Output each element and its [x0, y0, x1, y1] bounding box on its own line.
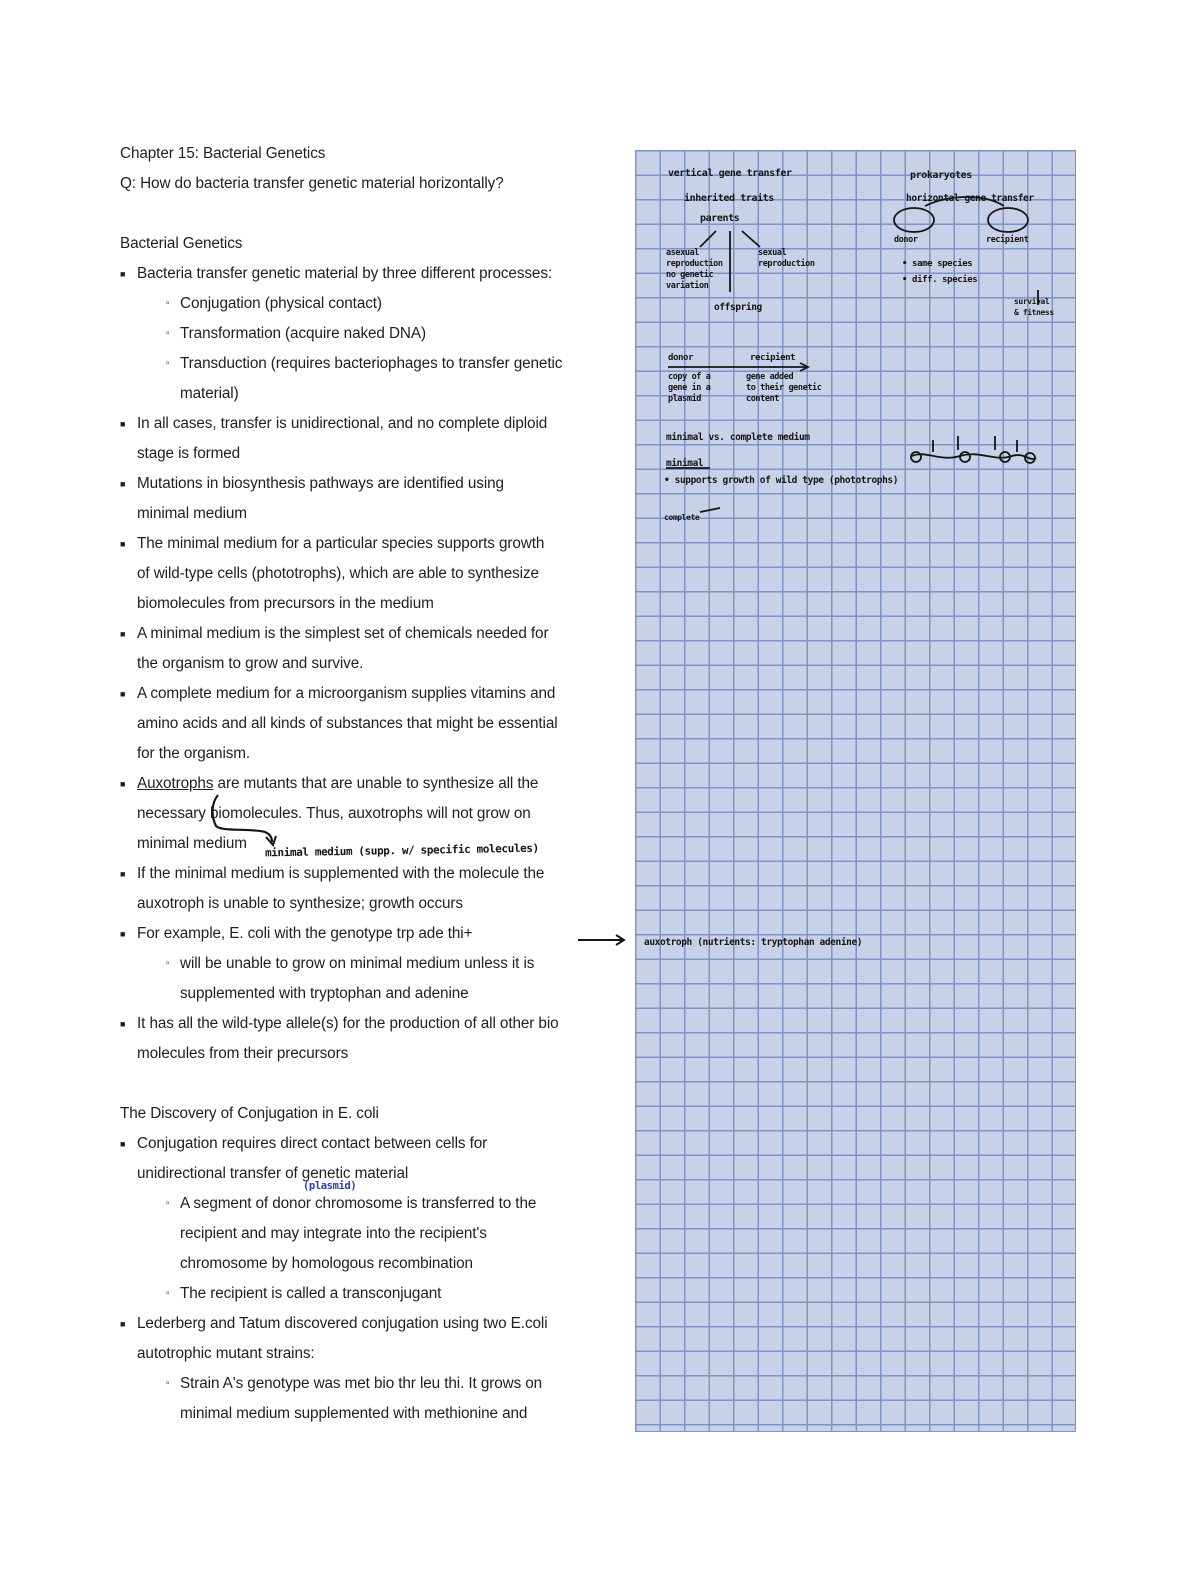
- continuation-line: unidirectional transfer of genetic material: [137, 1165, 409, 1182]
- continuation-line: the organism to grow and survive.: [137, 655, 364, 672]
- hollow-bullet-icon: ▫: [166, 958, 170, 969]
- bullet-icon: ■: [120, 1139, 126, 1149]
- continuation-line: necessary biomolecules. Thus, auxotrophs will not grow on: [137, 805, 531, 822]
- bullet-icon: ■: [120, 689, 126, 699]
- continuation-line: autotrophic mutant strains:: [137, 1345, 315, 1362]
- continuation-line: of wild-type cells (phototrophs), which are able to synthesize: [137, 565, 539, 582]
- continuation-line: minimal medium: [137, 835, 247, 852]
- bullet-icon: ■: [120, 869, 126, 879]
- hw-recipient-detail: gene added to their genetic content: [746, 372, 822, 404]
- continuation-line: minimal medium supplemented with methionine and: [180, 1405, 528, 1422]
- hw-asexual: asexual reproduction no genetic variation: [666, 248, 723, 291]
- hw-prokaryotes: prokaryotes: [910, 170, 972, 181]
- hollow-bullet-icon: ▫: [166, 298, 170, 309]
- hollow-bullet-icon: ▫: [166, 1378, 170, 1389]
- plasmid-note: (plasmid): [303, 1180, 357, 1192]
- hw-donor: donor: [668, 353, 694, 363]
- hw-recipient: recipient: [750, 353, 796, 363]
- hw-offspring: offspring: [714, 302, 762, 313]
- hollow-bullet-icon: ▫: [166, 328, 170, 339]
- hw-minimal: minimal: [666, 458, 704, 469]
- underlined-term: Auxotrophs: [137, 775, 214, 792]
- hw-minimal-vs-complete: minimal vs. complete medium: [666, 432, 810, 443]
- continuation-line: material): [180, 385, 239, 402]
- hw-inherited: inherited traits: [684, 193, 774, 204]
- hw-horizontal: horizontal gene transfer: [906, 193, 1034, 204]
- hw-supports: • supports growth of wild type (phototrophs): [664, 475, 899, 486]
- continuation-line: biomolecules from precursors in the medium: [137, 595, 434, 612]
- bullet-icon: ■: [120, 419, 126, 429]
- continuation-line: supplemented with tryptophan and adenine: [180, 985, 469, 1002]
- bullet-icon: ■: [120, 539, 126, 549]
- hw-recipient-cell: recipient: [986, 235, 1029, 245]
- bullet-icon: ■: [120, 629, 126, 639]
- continuation-line: minimal medium: [137, 505, 247, 522]
- chapter-title: Chapter 15: Bacterial Genetics: [120, 145, 326, 162]
- minimal-medium-note: minimal medium (supp. w/ specific molecules): [264, 841, 539, 860]
- auxotroph-arrow: [700, 508, 720, 512]
- continuation-line: for the organism.: [137, 745, 251, 762]
- bullet-icon: ■: [120, 929, 126, 939]
- bullet-icon: ■: [120, 479, 126, 489]
- hw-survival: survival & fitness: [1014, 297, 1054, 317]
- hollow-bullet-icon: ▫: [166, 358, 170, 369]
- section-heading: Bacterial Genetics: [120, 235, 243, 252]
- hw-donor-cell: donor: [894, 235, 918, 245]
- plasmid-chain: [912, 454, 1036, 459]
- continuation-line: stage is formed: [137, 445, 241, 462]
- hw-vertical: vertical gene transfer: [668, 168, 792, 179]
- hw-diff-species: • diff. species: [902, 275, 978, 285]
- continuation-line: molecules from their precursors: [137, 1045, 349, 1062]
- hollow-bullet-icon: ▫: [166, 1198, 170, 1209]
- bullet-icon: ■: [120, 269, 126, 279]
- hw-donor-detail: copy of a gene in a plasmid: [668, 372, 711, 404]
- cell-ellipse-right: [988, 208, 1028, 232]
- hw-parents: parents: [700, 213, 740, 224]
- section-heading: The Discovery of Conjugation in E. coli: [120, 1105, 379, 1122]
- hw-auxotrophs-note: auxotroph (nutrients: tryptophan adenine): [644, 937, 863, 948]
- guiding-question: Q: How do bacteria transfer genetic material horizontally?: [120, 175, 504, 192]
- plasmid-circle-2: [960, 452, 970, 462]
- hw-complete: complete: [664, 513, 700, 522]
- hollow-bullet-icon: ▫: [166, 1288, 170, 1299]
- down-arrows: [933, 436, 1017, 452]
- arrow-left: [700, 231, 716, 247]
- arrow-right: [742, 231, 760, 247]
- cell-ellipse-left: [894, 208, 934, 232]
- continuation-line: chromosome by homologous recombination: [180, 1255, 473, 1272]
- bullet-icon: ■: [120, 779, 126, 789]
- continuation-line: auxotroph is unable to synthesize; growth occurs: [137, 895, 463, 912]
- continuation-line: amino acids and all kinds of substances that might be essential: [137, 715, 558, 732]
- bullet-icon: ■: [120, 1019, 126, 1029]
- hw-same-species: • same species: [902, 259, 973, 269]
- bullet-icon: ■: [120, 1319, 126, 1329]
- plasmid-circle-1: [911, 452, 921, 462]
- hw-sexual: sexual reproduction: [758, 248, 815, 269]
- continuation-line: recipient and may integrate into the recipient's: [180, 1225, 487, 1242]
